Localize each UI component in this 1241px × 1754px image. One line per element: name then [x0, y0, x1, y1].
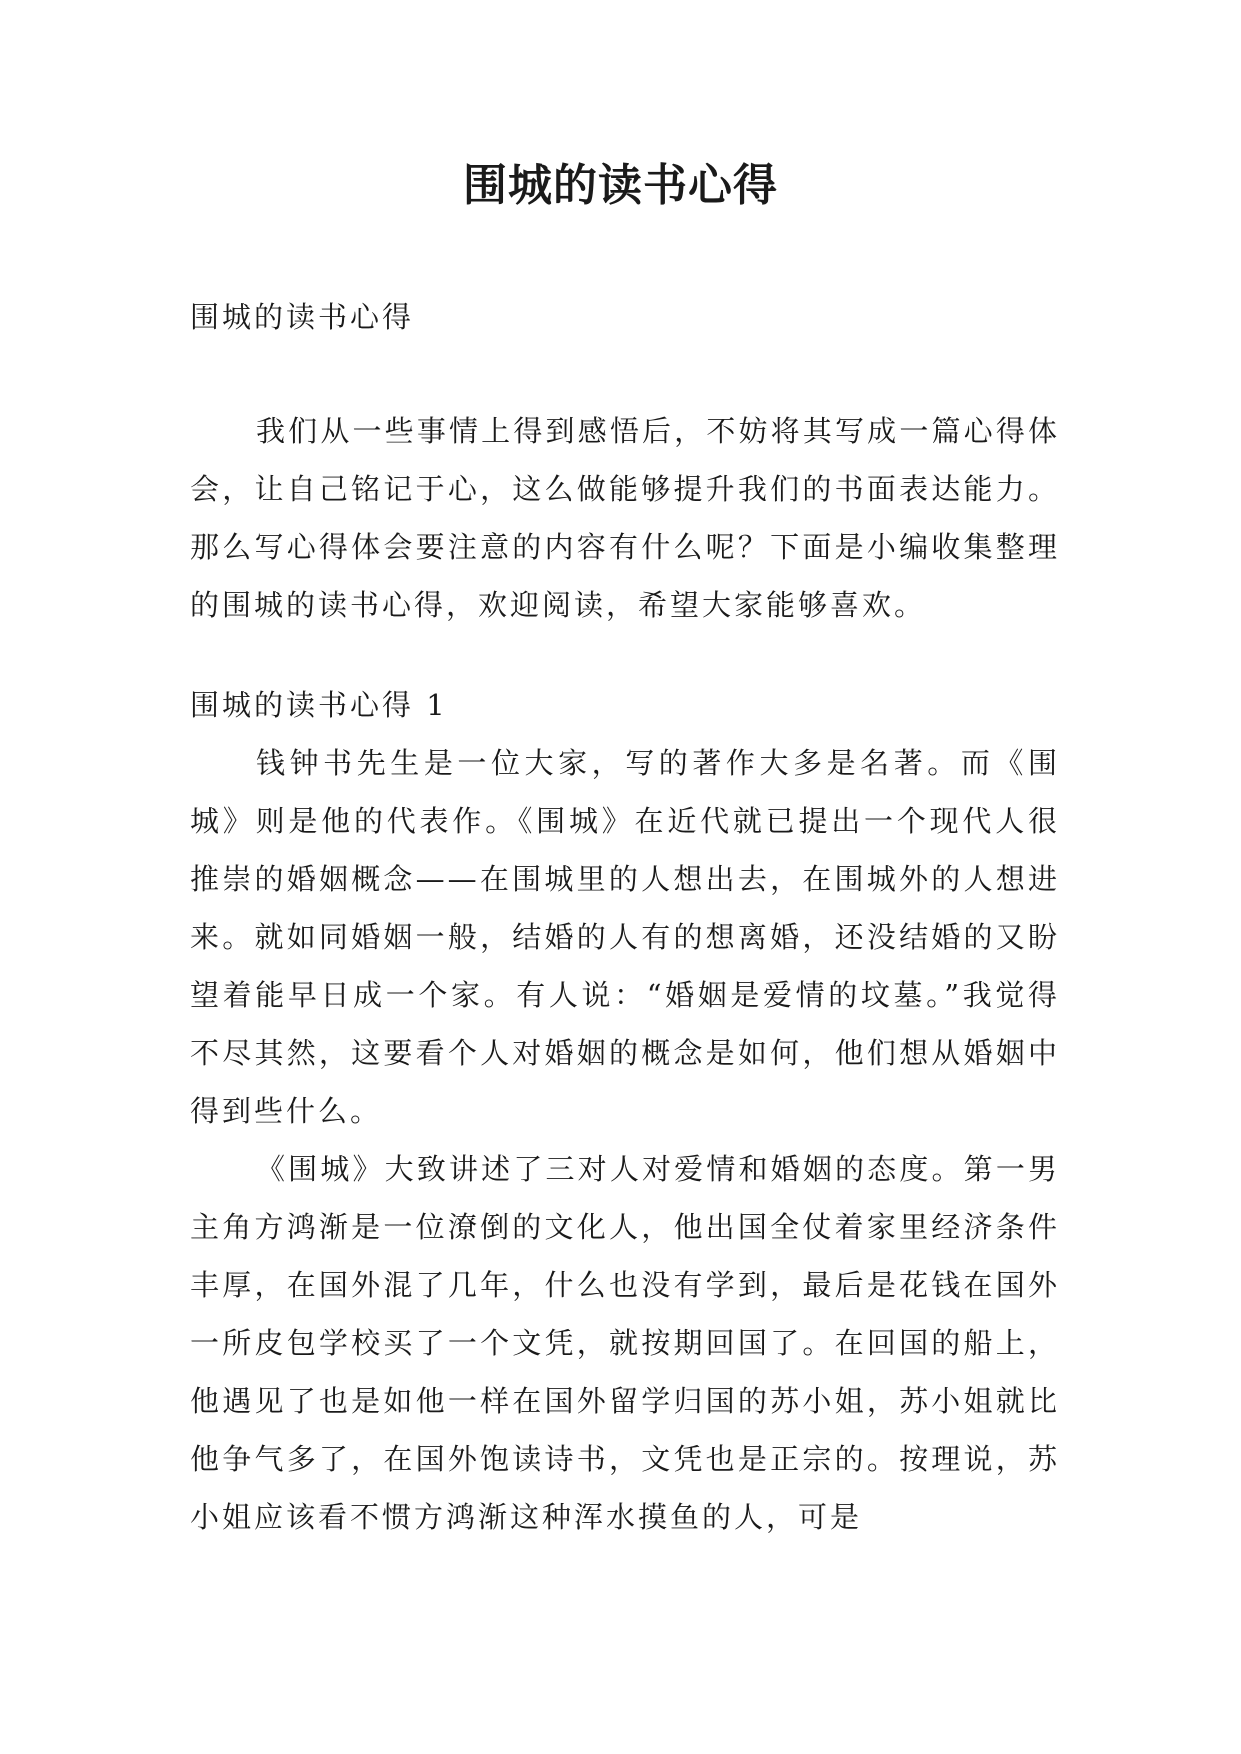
spacer — [190, 346, 1060, 402]
intro-paragraph: 我们从一些事情上得到感悟后，不妨将其写成一篇心得体会，让自己铭记于心，这么做能够提升我们的书面表达能力。那么写心得体会要注意的内容有什么呢？下面是小编收集整理的围城的读书心得，欢迎阅读，希望大家能够喜欢。 — [190, 414, 1060, 622]
document-subtitle: 围城的读书心得 — [190, 300, 415, 334]
section-heading: 围城的读书心得 1 — [190, 688, 448, 722]
document-title: 围城的读书心得 — [463, 160, 778, 211]
body-paragraph: 钱钟书先生是一位大家，写的著作大多是名著。而《围城》则是他的代表作。《围城》在近代就已提出一个现代人很推崇的婚姻概念——在围城里的人想出去，在围城外的人想进来。就如同婚姻一般，结婚的人有的想离婚，还没结婚的又盼望着能早日成一个家。有人说：“婚姻是爱情的坟墓。”我觉得不尽其然，这要看个人对婚姻的概念是如何，他们想从婚姻中得到些什么。 — [190, 746, 1060, 1128]
document-body — [190, 288, 1060, 1546]
body-paragraph: 《围城》大致讲述了三对人对爱情和婚姻的态度。第一男主角方鸿渐是一位潦倒的文化人，他出国全仗着家里经济条件丰厚，在国外混了几年，什么也没有学到，最后是花钱在国外一所皮包学校买了一个文凭，就按期回国了。在回国的船上，他遇见了也是如他一样在国外留学归国的苏小姐，苏小姐就比他争气多了，在国外饱读诗书，文凭也是正宗的。按理说，苏小姐应该看不惯方鸿渐这种浑水摸鱼的人，可是 — [190, 1152, 1060, 1534]
spacer — [190, 634, 1060, 676]
